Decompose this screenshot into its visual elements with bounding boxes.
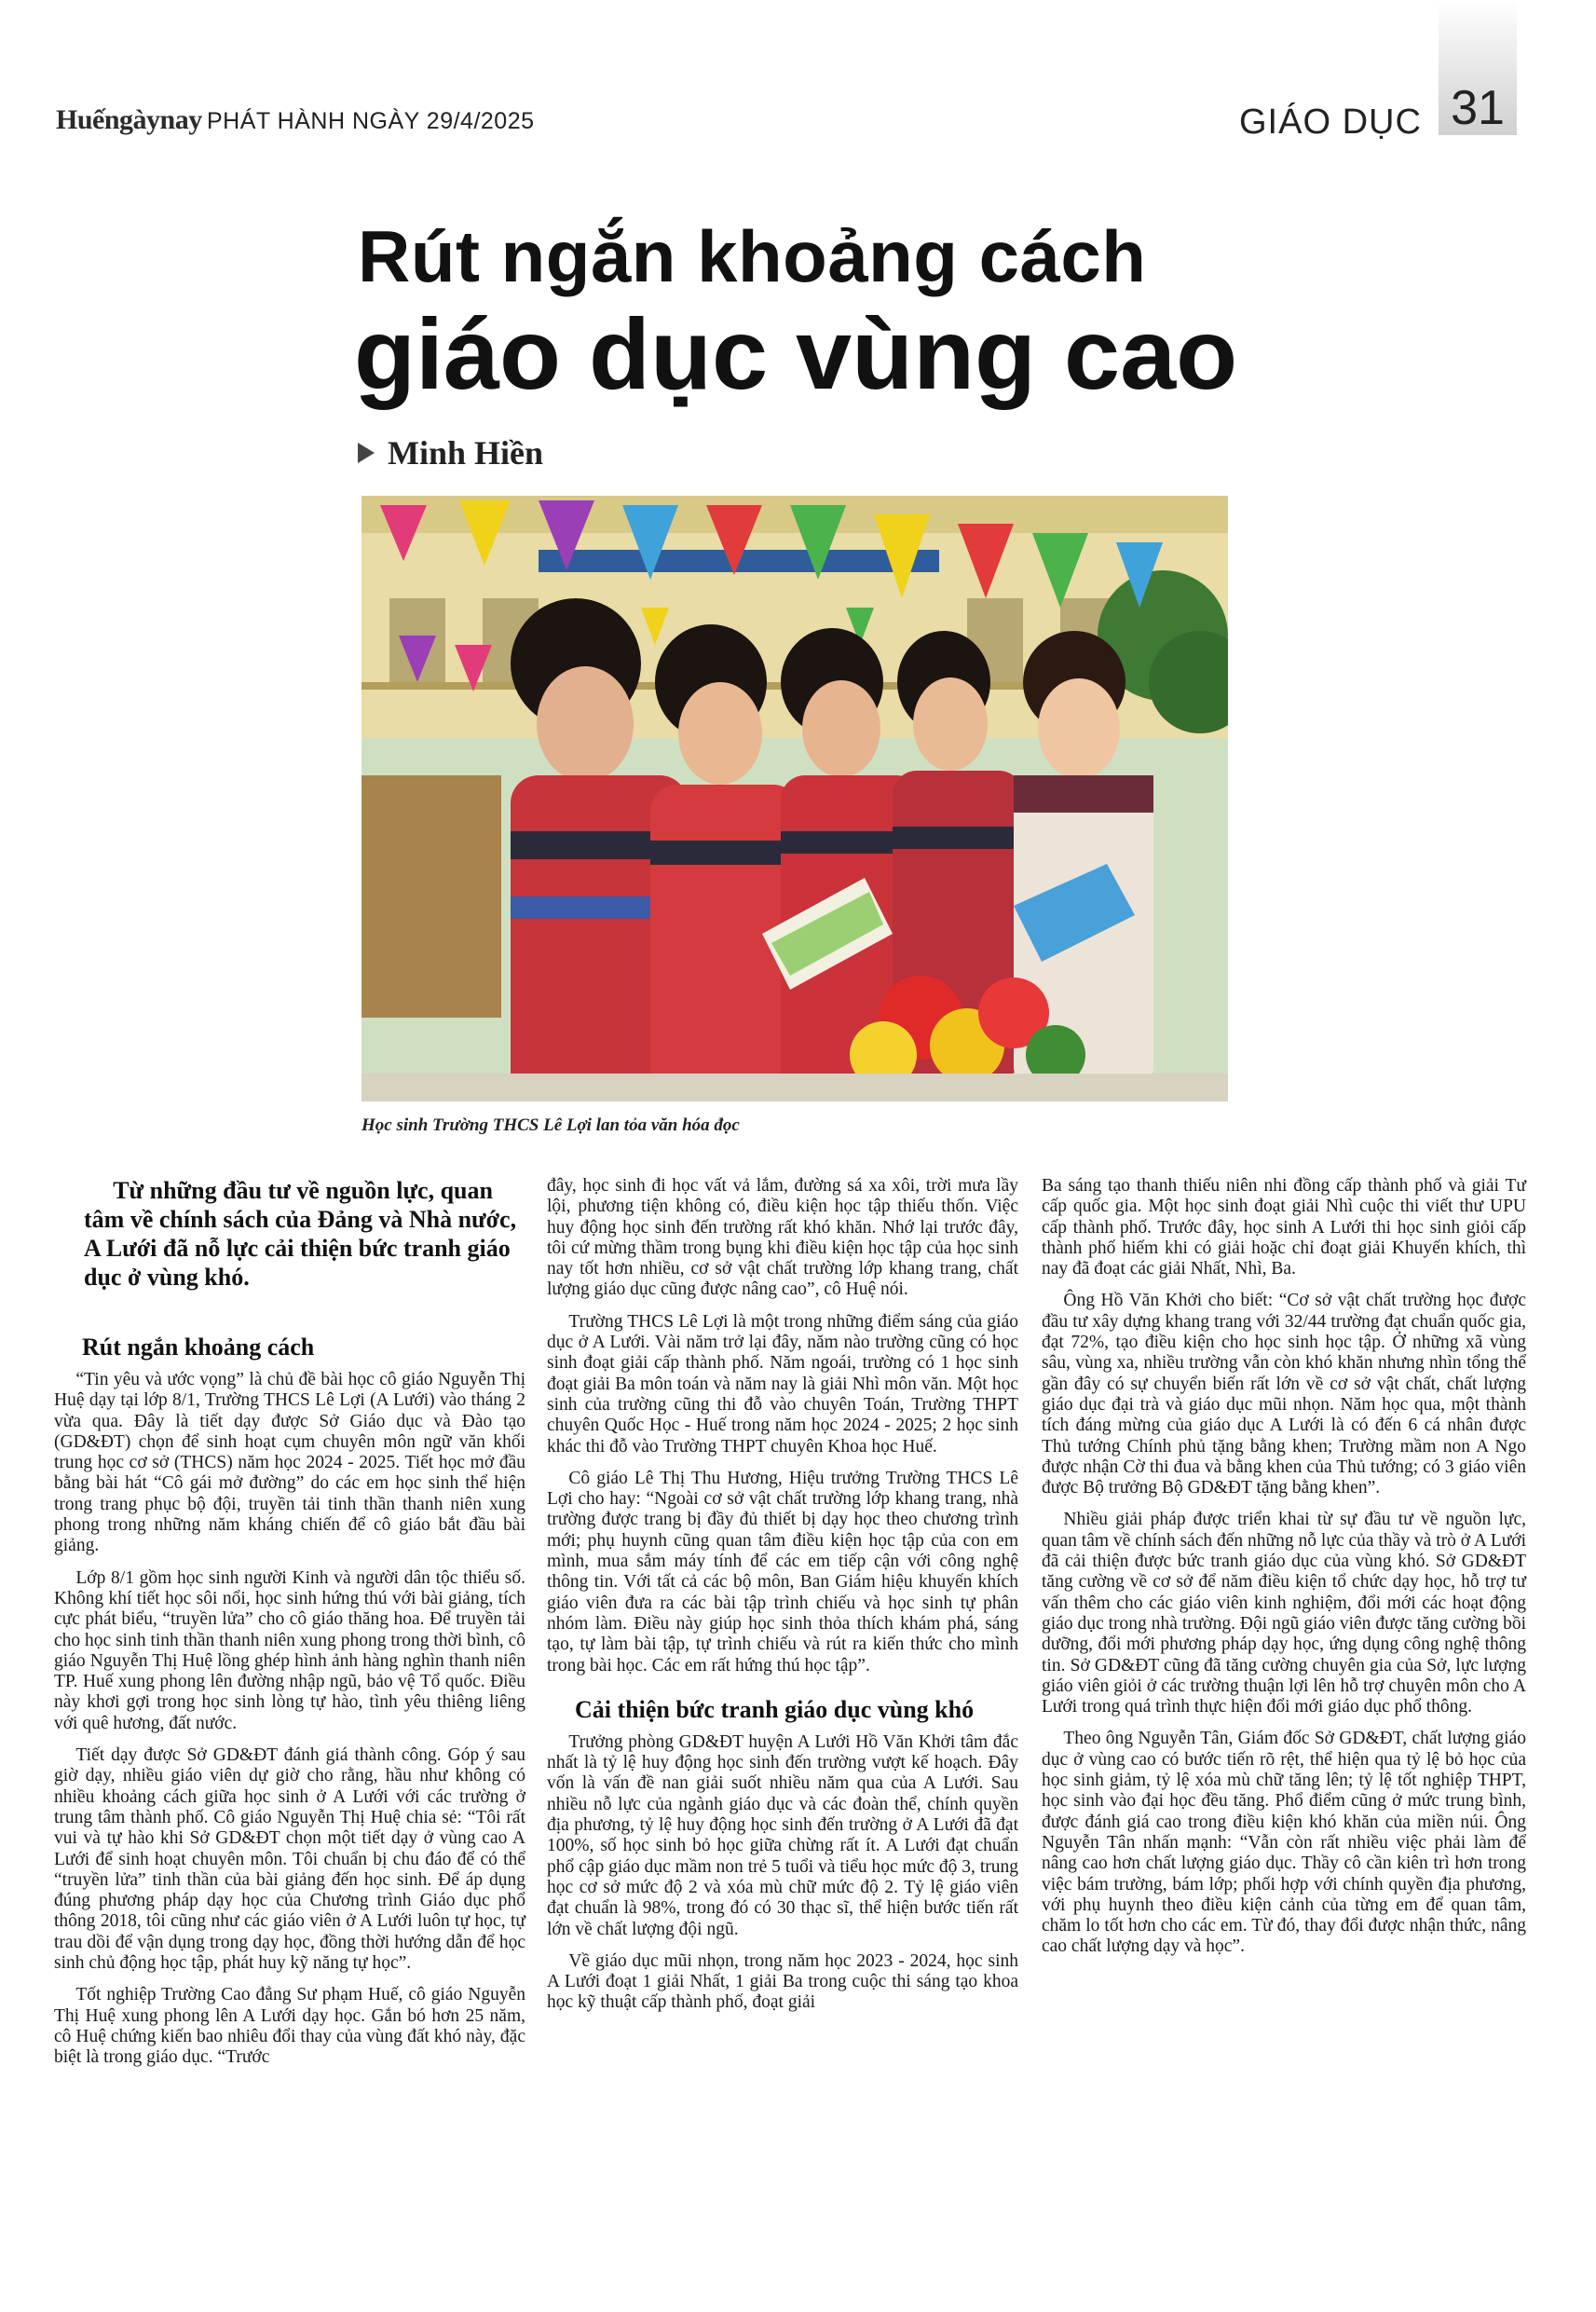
byline <box>358 433 543 472</box>
headline-line-2: giáo dục vùng cao <box>354 297 1238 410</box>
masthead-logo: Huếngàynay <box>56 104 202 135</box>
article-column-1 <box>54 1333 525 2080</box>
paragraph: Trường THCS Lê Lợi là một trong những điểm sáng của giáo dục ở A Lưới. Vài năm trở lại đây, năm nào trường cũng có học sinh đoạt giải cấp thành phố. Năm ngoái, trường có 1 học sinh đoạt giải Ba môn toán và năm nay là giải Nhì môn văn. Một học sinh của trường cũng thi đỗ vào chuyên Toán, Trường THPT chuyên Quốc Học - Huế trong năm học 2024 - 2025; 2 học sinh khác thi đỗ vào Trường THPT chuyên Khoa học Huế. <box>547 1311 1018 1457</box>
article-column-2 <box>547 1176 1018 2025</box>
subheading: Cải thiện bức tranh giáo dục vùng khó <box>575 1695 975 1723</box>
author-name: Minh Hiền <box>388 434 544 472</box>
photo-caption: Học sinh Trường THCS Lê Lợi lan tỏa văn hóa đọc <box>361 1115 740 1135</box>
paragraph: “Tin yêu và ước vọng” là chủ đề bài học cô giáo Nguyễn Thị Huệ dạy tại lớp 8/1, Trường THCS Lê Lợi (A Lưới) vào tháng 2 vừa qua. Đây là tiết dạy được Sở Giáo dục và Đào tạo (GD&ĐT) chọn để sinh hoạt cụm chuyên môn ngữ văn khối trung học cơ sở (THCS) năm học 2024 - 2025. Tiết học mở đầu bằng bài hát “Cô gái mở đường” do các em học sinh thể hiện trong trang phục bộ đội, truyền tải tinh thần thanh niên xung phong trong những năm kháng chiến để cô giáo bắt đầu bài giảng. <box>54 1370 525 1556</box>
subheading: Rút ngắn khoảng cách <box>82 1334 315 1361</box>
paragraph: Tốt nghiệp Trường Cao đẳng Sư phạm Huế, cô giáo Nguyễn Thị Huệ xung phong lên A Lưới dạy học. Gắn bó hơn 25 năm, cô Huệ chứng kiến bao nhiêu đổi thay của vùng đất khó này, đặc biệt là trong giáo dục. “Trước <box>54 1985 525 2068</box>
paragraph: đây, học sinh đi học vất vả lắm, đường sá xa xôi, trời mưa lầy lội, phương tiện không có, điều kiện học tập thiếu thốn. Việc huy động học sinh đến trường rất khó khăn. Nhớ lại trước đây, tôi cứ mừng thầm trong bụng khi điều kiện học tập của học sinh nay tốt hơn nhiều, cơ sở vật chất trường lớp khang trang, chất lượng giáo dục cũng được nâng cao”, cô Huệ nói. <box>547 1176 1018 1300</box>
issue-date: PHÁT HÀNH NGÀY 29/4/2025 <box>207 108 535 134</box>
paragraph: Lớp 8/1 gồm học sinh người Kinh và người dân tộc thiểu số. Không khí tiết học sôi nổi, học sinh hứng thú với bài giảng, tích cực phát biểu, “truyền lửa” cho cô giáo thăng hoa. Để truyền tải cho học sinh tinh thần thanh niên xung phong trong thời bình, cô giáo Nguyễn Thị Huệ lồng ghép hình ảnh hàng nghìn thanh niên TP. Huế xung phong lên đường nhập ngũ, bảo vệ Tổ quốc. Điều này khơi gợi trong học sinh lòng tự hào, tình yêu thiêng liêng với quê hương, đất nước. <box>54 1567 525 1733</box>
paragraph: Tiết dạy được Sở GD&ĐT đánh giá thành công. Góp ý sau giờ dạy, nhiều giáo viên dự giờ cho rằng, hầu như không có nhiều khoảng cách giữa học sinh ở A Lưới với các trường ở trung tâm thành phố. Cô giáo Nguyễn Thị Huệ chia sẻ: “Tôi rất vui và tự hào khi Sở GD&ĐT chọn một tiết dạy ở vùng cao A Lưới để sinh hoạt chuyên môn. Tôi chuẩn bị chu đáo để có thể “truyền lửa” tinh thần của bài giảng đến học sinh. Để áp dụng đúng phương pháp dạy học của Chương trình Giáo dục phổ thông 2018, tôi cũng như các giáo viên ở A Lưới luôn tự học, tự trau dồi để vận dụng trong dạy học, đồng thời hướng dẫn để học sinh chủ động học tập, phát huy kỹ năng tự học”. <box>54 1745 525 1974</box>
play-triangle-icon <box>358 443 375 463</box>
article-column-3 <box>1042 1176 1526 1969</box>
section-name: GIÁO DỤC <box>1239 103 1422 142</box>
paragraph: Nhiều giải pháp được triển khai từ sự đầu tư về nguồn lực, quan tâm về chính sách đến những nỗ lực của thầy và trò ở A Lưới đã cải thiện được bức tranh giáo dục của vùng khó. Sở GD&ĐT tăng cường về cơ sở để năm điều kiện tổ chức dạy học, hỗ trợ tư vấn thêm cho các giáo viên kinh nghiệm, đổi mới các hoạt động giáo dục trong nhà trường. Đội ngũ giáo viên được tăng cường bồi dưỡng, đổi mới phương pháp dạy học, ứng dụng công nghệ thông tin. Sở GD&ĐT cũng đã tăng cường chuyên gia của Sở, lực lượng giáo viên giỏi ở các trường thuận lợi lên hỗ trợ chuyên môn cho A Lưới trong quá trình thực hiện đổi mới giáo dục phổ thông. <box>1042 1510 1526 1717</box>
article-photo <box>361 496 1228 1101</box>
page-number: 31 <box>1451 81 1505 135</box>
article-lede: Từ những đầu tư về nguồn lực, quan tâm về chính sách của Đảng và Nhà nước, A Lưới đã nỗ lực cải thiện bức tranh giáo dục ở vùng khó. <box>84 1177 517 1291</box>
headline-line-1: Rút ngắn khoảng cách <box>358 215 1147 297</box>
paragraph: Về giáo dục mũi nhọn, trong năm học 2023 - 2024, học sinh A Lưới đoạt 1 giải Nhất, 1 giải Ba trong cuộc thi sáng tạo khoa học kỹ thuật cấp thành phố, đoạt giải <box>547 1950 1018 2013</box>
paragraph: Trưởng phòng GD&ĐT huyện A Lưới Hồ Văn Khởi tâm đắc nhất là tỷ lệ huy động học sinh đến trường vượt kế hoạch. Đây vốn là vấn đề nan giải suốt nhiều năm qua của A Lưới. Sau nhiều nỗ lực của ngành giáo dục và các đoàn thể, chính quyền địa phương, tỷ lệ huy động học sinh đến trường ở A Lưới đã đạt 100%, số học sinh bỏ học giữa chừng rất ít. A Lưới đạt chuẩn phổ cập giáo dục mầm non trẻ 5 tuổi và tiểu học mức độ 3, trung học cơ sở mức độ 2 và xóa mù chữ mức độ 2. Tỷ lệ giáo viên đạt chuẩn là 98%, trong đó có 30 thạc sĩ, thể hiện bước tiến rất lớn về chất lượng đội ngũ. <box>547 1731 1018 1939</box>
paragraph: Theo ông Nguyễn Tân, Giám đốc Sở GD&ĐT, chất lượng giáo dục ở vùng cao có bước tiến rõ rệt, thể hiện qua tỷ lệ bỏ học của học sinh giảm, tỷ lệ xóa mù chữ tăng lên; tỷ lệ tốt nghiệp THPT, học sinh vào đại học đều tăng. Phổ điểm cũng ở mức trung bình, được đánh giá cao trong điều kiện khó khăn của miền núi. Ông Nguyễn Tân nhấn mạnh: “Vẫn còn rất nhiều việc phải làm để nâng cao hơn chất lượng giáo dục. Thầy cô cần kiên trì hơn trong việc bám trường, bám lớp; phối hợp với chính quyền địa phương, với phụ huynh theo điều kiện cảnh của từng em để quan tâm, chăm lo tốt hơn cho các em. Từ đó, thay đổi được nhận thức, nâng cao chất lượng dạy và học”. <box>1042 1729 1526 1957</box>
paragraph: Ba sáng tạo thanh thiếu niên nhi đồng cấp thành phố và giải Tư cấp quốc gia. Một học sinh đoạt giải Nhì cuộc thi viết thư UPU cấp thành phố. Trước đây, học sinh A Lưới thi học sinh giỏi cấp thành phố hiếm khi có giải hoặc chỉ đoạt giải Khuyến khích, thì nay đã đoạt các giải Nhất, Nhì, Ba. <box>1042 1176 1526 1279</box>
paragraph: Cô giáo Lê Thị Thu Hương, Hiệu trưởng Trường THCS Lê Lợi cho hay: “Ngoài cơ sở vật chất trường lớp khang trang, nhà trường được trang bị đầy đủ thiết bị dạy học theo chương trình mới; phụ huynh cũng quan tâm điều kiện học tập của con em mình, mua sắm máy tính để các em tiếp cận với công nghệ thông tin. Với tất cả các bộ môn, Ban Giám hiệu khuyến khích giáo viên đưa ra các bài tập trình chiếu và học sinh tự phân nhóm làm. Điều này giúp học sinh thỏa thích khám phá, sáng tạo, tự làm bài tập, tự trình chiếu và rút ra kiến thức cho mình trong bài học. Các em rất hứng thú học tập”. <box>547 1468 1018 1676</box>
paragraph: Ông Hồ Văn Khởi cho biết: “Cơ sở vật chất trường học được đầu tư xây dựng khang trang với 32/44 trường đạt chuẩn quốc gia, đạt 72%, tạo điều kiện cho học sinh học tập. Ở những xã vùng sâu, vùng xa, nhiều trường vẫn còn khó khăn nhưng nhìn tổng thể gần đây có sự chuyển biến rất lớn về cơ sở vật chất, chất lượng giáo dục đại trà và giáo dục mũi nhọn. Năm học qua, một thành tích đáng mừng của giáo dục A Lưới là có đến 6 cá nhân được Thủ tướng Chính phủ tặng bằng khen; Trường mầm non A Ngo được nhận Cờ thi đua và bằng khen của Thủ tướng; có 3 giáo viên được Bộ trưởng Bộ GD&ĐT tặng bằng khen”. <box>1042 1291 1526 1498</box>
